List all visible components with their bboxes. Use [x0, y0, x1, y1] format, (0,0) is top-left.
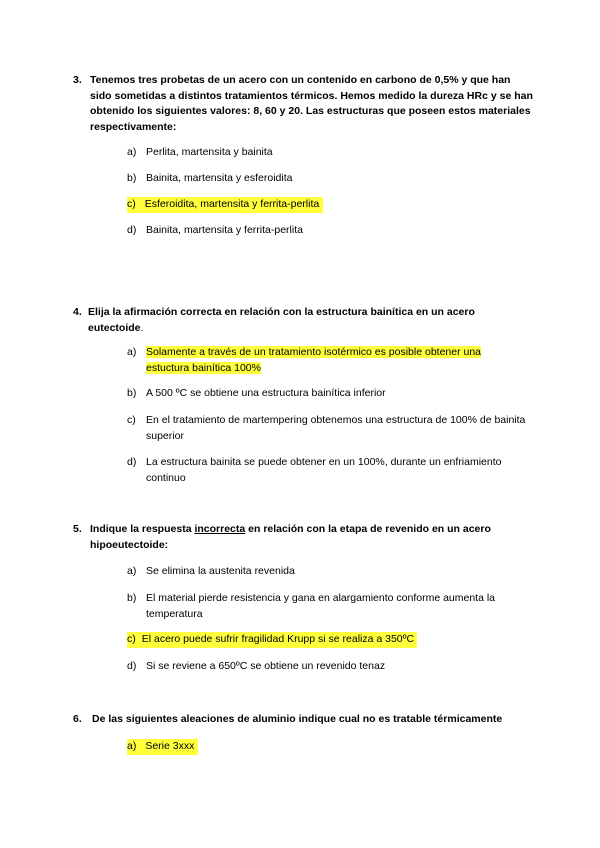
- q4-option-c[interactable]: [127, 413, 527, 444]
- q3-option-c-highlight: [127, 197, 323, 213]
- question-4: [73, 305, 533, 336]
- question-3-text: Tenemos tres probetas de un acero con un contenido en carbono de 0,5% y que han sido sometidas a distintos tratamientos térmicos. Hemos medido la dureza HRc y se han obtenido los siguientes valores: 8, 60 y 20. Las estructuras que poseen estos materiales respectivamente:: [90, 74, 533, 133]
- q5-option-d-letter: d): [127, 660, 137, 672]
- q3-option-a[interactable]: [127, 145, 527, 161]
- q5-option-a-letter: a): [127, 565, 137, 577]
- q4-option-b[interactable]: [127, 386, 527, 402]
- q3-option-b-letter: b): [127, 172, 137, 184]
- q3-option-b-text: Bainita, martensita y esferoidita: [146, 172, 293, 184]
- question-6-text: De las siguientes aleaciones de aluminio indique cual no es tratable térmicamente: [92, 713, 503, 725]
- q5-option-c[interactable]: [127, 632, 527, 648]
- question-5: [73, 522, 533, 553]
- q4-option-a-wrap: [146, 345, 527, 376]
- q4-option-d-letter: d): [127, 456, 137, 468]
- q5-option-b[interactable]: [127, 591, 527, 622]
- q6-option-a-letter: a): [127, 740, 137, 752]
- q3-option-c[interactable]: [127, 197, 527, 213]
- question-6-number: 6.: [73, 713, 82, 725]
- question-3-number: 3.: [73, 74, 82, 86]
- q4-option-a[interactable]: [127, 345, 527, 376]
- q4-option-c-letter: c): [127, 414, 136, 426]
- question-3: [73, 73, 533, 135]
- q3-option-c-text: Esferoidita, martensita y ferrita-perlita: [144, 198, 320, 210]
- q5-option-d[interactable]: [127, 659, 527, 675]
- q3-option-c-letter: c): [127, 198, 136, 210]
- q5-option-b-text: El material pierde resistencia y gana en alargamiento conforme aumenta la temperatura: [146, 592, 496, 620]
- q6-option-a[interactable]: [127, 739, 527, 755]
- question-4-text: Elija la afirmación correcta en relación con la estructura bainítica en un acero eutectoide: [88, 306, 475, 334]
- question-5-text: [90, 522, 533, 553]
- q3-option-a-letter: a): [127, 146, 137, 158]
- q5-option-d-text: Si se reviene a 650ºC se obtiene un revenido tenaz: [146, 660, 386, 672]
- q3-option-a-text: Perlita, martensita y bainita: [146, 146, 273, 158]
- q4-option-a-letter: a): [127, 346, 137, 358]
- q4-option-d[interactable]: [127, 455, 527, 486]
- q5-option-c-text: El acero puede sufrir fragilidad Krupp si se realiza a 350ºC: [141, 633, 415, 645]
- question-5-underlined-word: incorrecta: [194, 523, 246, 535]
- question-5-text-before: Indique la respuesta: [90, 523, 195, 535]
- q6-option-a-text: Serie 3xxx: [145, 740, 195, 752]
- question-4-period: .: [140, 321, 144, 334]
- q5-option-b-letter: b): [127, 592, 137, 604]
- question-4-text-wrap: [88, 305, 533, 336]
- q5-option-a-text: Se elimina la austenita revenida: [146, 565, 295, 577]
- q4-option-d-text: La estructura bainita se puede obtener en un 100%, durante un enfriamiento continuo: [146, 456, 502, 484]
- q6-option-a-highlight: [127, 739, 198, 755]
- q4-option-b-letter: b): [127, 387, 137, 399]
- q4-option-c-text: En el tratamiento de martempering obtenemos una estructura de 100% de bainita superior: [146, 414, 526, 442]
- question-5-text-after: en relación con la etapa de revenido en un acero hipoeutectoide:: [90, 523, 491, 551]
- q3-option-b[interactable]: [127, 171, 527, 187]
- q4-option-a-text: Solamente a través de un tratamiento isotérmico es posible obtener una estuctura bainítica 100%: [146, 346, 482, 374]
- q5-option-c-letter: c): [127, 633, 136, 645]
- q3-option-d-letter: d): [127, 224, 137, 236]
- question-6: [73, 712, 543, 728]
- q5-option-a[interactable]: [127, 564, 527, 580]
- q3-option-d[interactable]: [127, 223, 527, 239]
- question-4-number: 4.: [73, 306, 82, 318]
- q5-option-c-highlight: [127, 632, 417, 648]
- q3-option-d-text: Bainita, martensita y ferrita-perlita: [146, 224, 303, 236]
- q4-option-b-text: A 500 ºC se obtiene una estructura bainítica inferior: [146, 387, 386, 399]
- question-5-number: 5.: [73, 523, 82, 535]
